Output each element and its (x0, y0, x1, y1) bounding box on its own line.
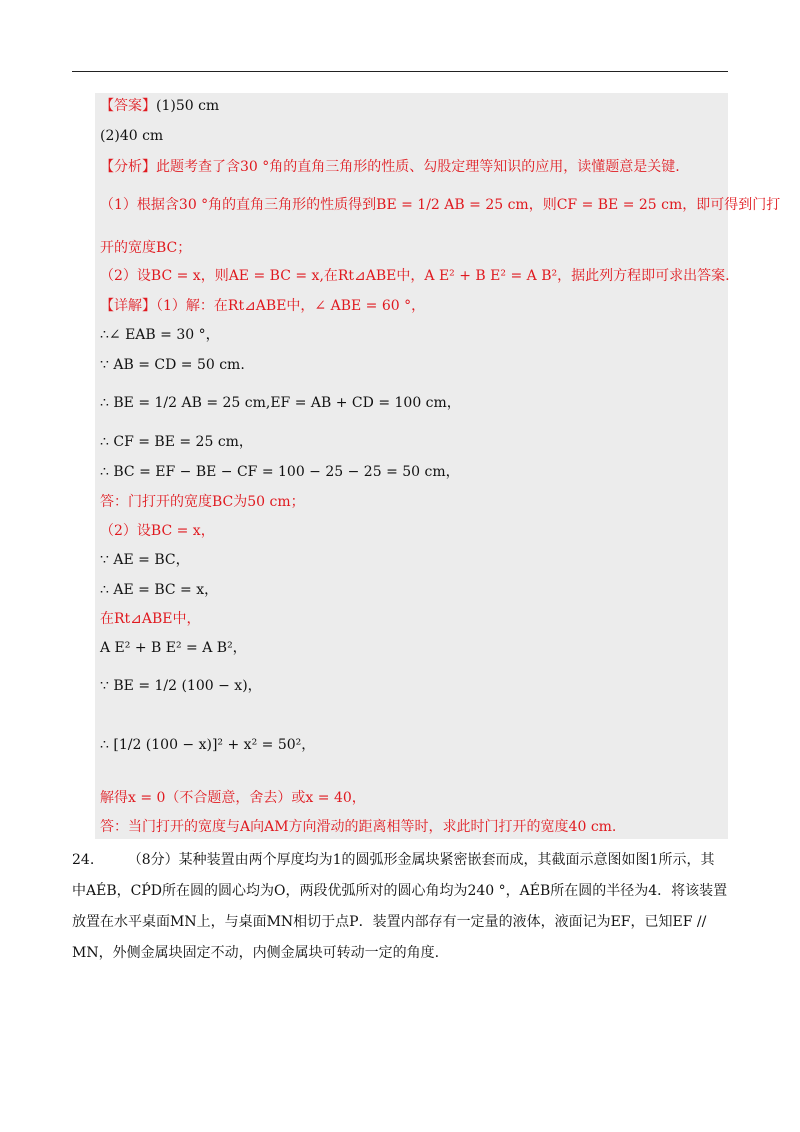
solution-text: A E² + B E² = A B²， (100, 640, 247, 656)
solution-line (100, 638, 247, 658)
solution-text: 【分析】此题考查了含30 °角的直角三角形的性质、勾股定理等知识的应用，读懂题意是关键. (100, 159, 680, 175)
solution-line (100, 325, 220, 345)
question-24 (72, 845, 728, 969)
solution-text: （2）设BC = x，则AE = BC = x,在Rt⊿ABE中，A E² + B E² = A B²，据此列方程即可求出答案. (100, 268, 730, 284)
solution-line (100, 735, 315, 755)
solution-line (100, 96, 219, 116)
solution-text: ∴ [1/2 (100 − x)]² + x² = 50²， (100, 737, 316, 753)
solution-line (100, 492, 305, 512)
solution-line (100, 609, 201, 629)
solution-text: 开的宽度BC； (100, 240, 192, 256)
solution-text: （2）设BC = x， (100, 523, 215, 539)
solution-text: ∵ BE = 1/2 (100 − x)， (100, 678, 262, 694)
solution-text: ∵ AE = BC， (100, 552, 190, 568)
solution-line (100, 432, 253, 452)
solution-text: （1）根据含30 °角的直角三角形的性质得到BE = 1/2 AB = 25 cm，则CF = BE = 25 cm，即可得到门打 (100, 197, 781, 213)
header-rule (72, 71, 728, 72)
solution-line (100, 195, 780, 215)
solution-text: 在Rt⊿ABE中， (100, 611, 201, 627)
solution-text: ∴ BE = 1/2 AB = 25 cm,EF = AB + CD = 100 cm， (100, 395, 461, 411)
solution-line (100, 817, 616, 837)
solution-text: 【答案】 (100, 98, 156, 114)
solution-text: 解得x = 0（不合题意，舍去）或x = 40， (100, 790, 366, 806)
solution-line (100, 157, 680, 177)
solution-text: (1)50 cm (156, 98, 220, 114)
solution-line (100, 238, 191, 258)
solution-line (100, 580, 218, 600)
solution-text: (2)40 cm (100, 128, 164, 144)
solution-line (100, 126, 163, 146)
solution-line (100, 266, 730, 286)
solution-line (100, 355, 245, 375)
solution-text: 答：门打开的宽度BC为50 cm； (100, 494, 305, 510)
solution-text: ∴∠ EAB = 30 °， (100, 327, 220, 343)
solution-text: ∴ BC = EF − BE − CF = 100 − 25 − 25 = 50 cm， (100, 464, 460, 480)
solution-text: ∵ AB = CD = 50 cm. (100, 357, 245, 373)
solution-text: ∴ CF = BE = 25 cm， (100, 434, 253, 450)
solution-line (100, 788, 366, 808)
question-number: 24. (72, 852, 95, 868)
solution-line (100, 393, 461, 413)
solution-line (100, 550, 190, 570)
solution-text: 【详解】（1）解：在Rt⊿ABE中，∠ ABE = 60 °， (100, 298, 426, 314)
solution-text: 答：当门打开的宽度与A向AM方向滑动的距离相等时，求此时门打开的宽度40 cm. (100, 819, 617, 835)
solution-text: ∴ AE = BC = x， (100, 582, 219, 598)
solution-line (100, 462, 460, 482)
solution-line (100, 676, 262, 696)
solution-line (100, 296, 425, 316)
question-text: （8分）某种装置由两个厚度均为1的圆弧形金属块紧密嵌套而成，其截面示意图如图1所示，其中AÉB，CṔD所在圆的圆心均为O，两段优弧所对的圆心角均为240 °，AÉB所在圆的半径为4．将该装置放置在水平桌面MN上，与桌面MN相切于点P．装置内部存有一定量的液体，液面记为EF，已知EF // MN，外侧金属块固定不动，内侧金属块可转动一定的角度. (72, 852, 728, 961)
solution-line (100, 521, 215, 541)
